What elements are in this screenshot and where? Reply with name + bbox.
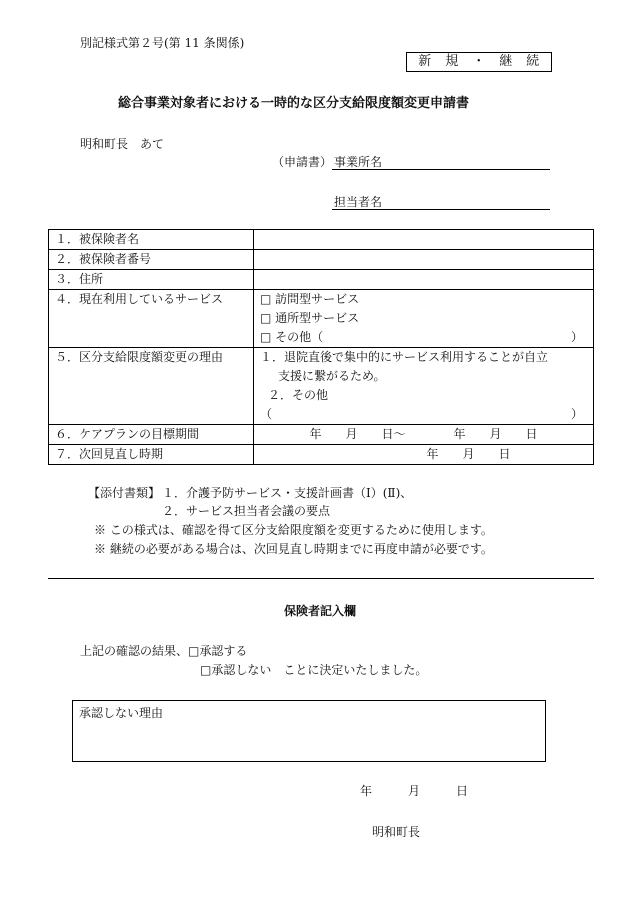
change-reason-content bbox=[254, 348, 594, 425]
note-2: ※ 継続の必要がある場合は、次回見直し時期までに再度申請が必要です。 bbox=[94, 542, 493, 556]
table-row bbox=[49, 348, 594, 425]
result-deny: □承認しない ことに決定いたしました。 bbox=[200, 663, 428, 677]
table-row bbox=[49, 445, 594, 465]
table-row bbox=[49, 270, 594, 290]
staff-name-label: 担当者名 bbox=[334, 195, 383, 209]
reason-other-close: ） bbox=[570, 407, 583, 421]
next-review-field[interactable]: 年 月 日 bbox=[254, 445, 594, 465]
reason-option-1: １．退院直後で集中的にサービス利用することが自立 bbox=[260, 350, 549, 364]
page-title: 総合事業対象者における一時的な区分支給限度額変更申請書 bbox=[118, 96, 470, 111]
target-period-field[interactable]: 年 月 日～ 年 月 日 bbox=[254, 425, 594, 445]
table-row bbox=[49, 250, 594, 270]
insured-name-label: １．被保険者名 bbox=[49, 230, 254, 250]
reason-option-2: ２．その他 bbox=[268, 388, 329, 402]
insured-number-label: ２．被保険者番号 bbox=[49, 250, 254, 270]
staff-name-line bbox=[332, 209, 550, 210]
table-row bbox=[49, 425, 594, 445]
reason-other-open: （ bbox=[260, 407, 273, 421]
status-box: 新 規 ・ 継 続 bbox=[406, 52, 552, 72]
reason-option-1-cont: 支援に繋がるため。 bbox=[278, 369, 386, 383]
other-service-row bbox=[260, 328, 593, 347]
other-service-close: ） bbox=[570, 330, 583, 344]
visit-service-checkbox[interactable]: □ 訪問型サービス bbox=[260, 292, 360, 306]
addressee: 明和町長 あて bbox=[80, 137, 165, 151]
denial-reason-label: 承認しない理由 bbox=[79, 706, 164, 720]
insured-name-field[interactable] bbox=[254, 230, 594, 250]
next-review-label: ７．次回見直し時期 bbox=[49, 445, 254, 465]
address-field[interactable] bbox=[254, 270, 594, 290]
attachment-item-1: １．介護予防サービス・支援計画書（Ⅰ）(Ⅱ)、 bbox=[162, 486, 413, 500]
target-period-label: ６．ケアプランの目標期間 bbox=[49, 425, 254, 445]
address-label: ３．住所 bbox=[49, 270, 254, 290]
attachments-label: 【添付書類】 bbox=[88, 486, 161, 500]
other-service-checkbox[interactable]: □ その他（ bbox=[260, 330, 324, 344]
current-services-options bbox=[254, 290, 594, 348]
denial-reason-box[interactable] bbox=[72, 700, 546, 762]
current-services-label: ４．現在利用しているサービス bbox=[49, 290, 254, 348]
mayor-signature: 明和町長 bbox=[372, 825, 421, 839]
decision-date: 年 月 日 bbox=[360, 784, 469, 798]
insurer-heading: 保険者記入欄 bbox=[284, 604, 357, 618]
application-table bbox=[48, 229, 594, 465]
table-row bbox=[49, 290, 594, 348]
table-row bbox=[49, 230, 594, 250]
section-divider bbox=[48, 578, 594, 579]
applicant-prefix: （申請書） bbox=[272, 155, 333, 169]
attachment-item-2: ２．サービス担当者会議の要点 bbox=[162, 504, 331, 518]
insured-number-field[interactable] bbox=[254, 250, 594, 270]
form-number: 別記様式第２号(第 11 条関係) bbox=[80, 36, 245, 50]
note-1: ※ この様式は、確認を得て区分支給限度額を変更するために使用します。 bbox=[94, 523, 493, 537]
office-name-label: 事業所名 bbox=[334, 155, 383, 169]
office-name-line bbox=[332, 169, 550, 170]
reason-other-row bbox=[260, 405, 593, 424]
day-service-checkbox[interactable]: □ 通所型サービス bbox=[260, 311, 360, 325]
result-approve: 上記の確認の結果、□承認する bbox=[80, 644, 248, 658]
change-reason-label: ５．区分支給限度額変更の理由 bbox=[49, 348, 254, 425]
